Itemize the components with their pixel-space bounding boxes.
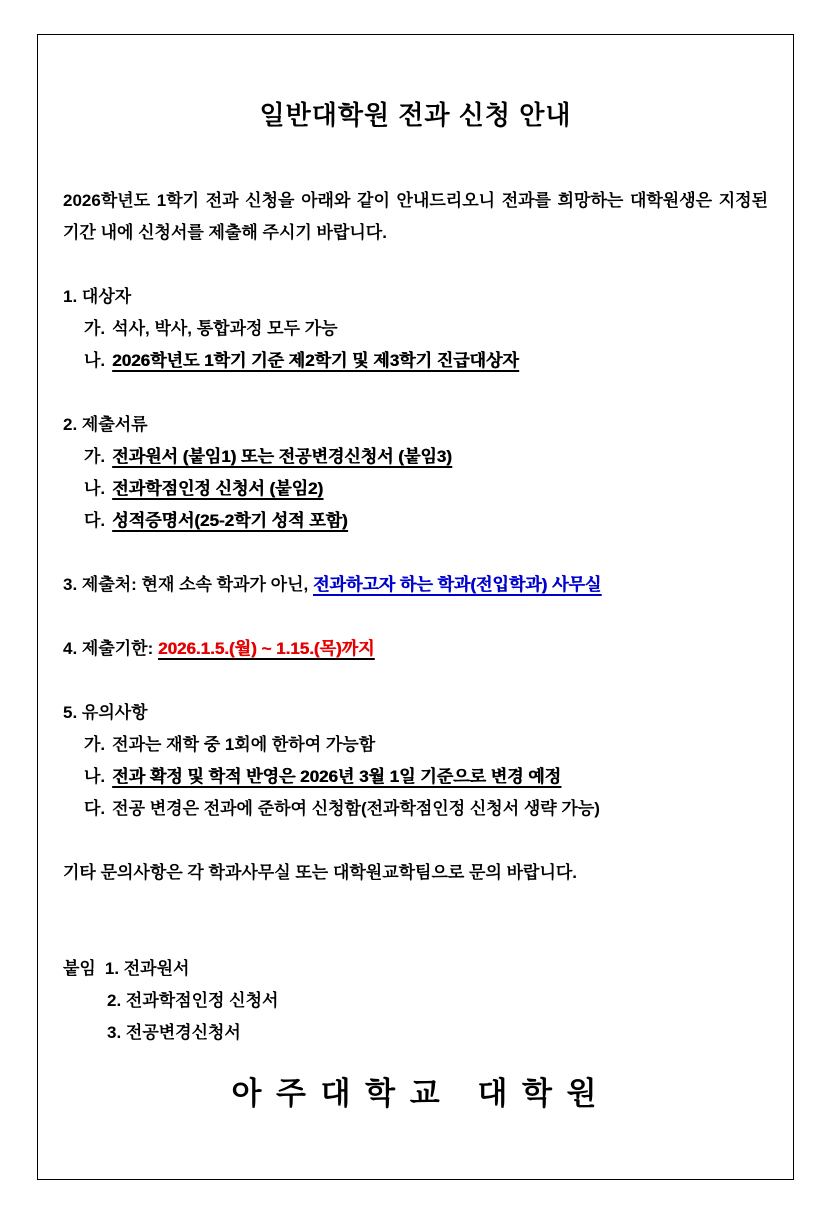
attachment-item: 3. 전공변경신청서 xyxy=(107,1023,241,1042)
item-number: 다. xyxy=(84,799,106,818)
item-number: 나. xyxy=(84,767,106,786)
item-number: 가. xyxy=(84,735,106,754)
section-submit-to xyxy=(63,569,768,601)
attachment-item: 1. 전과원서 xyxy=(104,959,190,978)
item-number: 가. xyxy=(84,319,106,338)
item-text-emphasized: 성적증명서(25-2학기 성적 포함) xyxy=(112,511,348,530)
item-text: 석사, 박사, 통합과정 모두 가능 xyxy=(112,319,338,338)
section-target-heading: 1. 대상자 xyxy=(63,287,132,306)
section-notes-item-na xyxy=(63,761,768,793)
item-number: 나. xyxy=(84,479,106,498)
page-title: 일반대학원 전과 신청 안내 xyxy=(259,100,572,130)
attachments-line-1 xyxy=(63,953,768,985)
section-notes-item-da xyxy=(63,793,768,825)
intro-paragraph: 2026학년도 1학기 전과 신청을 아래와 같이 안내드리오니 전과를 희망하는 대학원생은 지정된 기간 내에 신청서를 제출해 주시기 바랍니다. xyxy=(63,191,768,242)
item-text-emphasized: 전과학점인정 신청서 (붙임2) xyxy=(112,479,324,498)
section-notes-item-ga xyxy=(63,729,768,761)
section-documents xyxy=(63,409,768,537)
item-text-emphasized: 2026학년도 1학기 기준 제2학기 및 제3학기 진급대상자 xyxy=(112,351,519,370)
attachments-list xyxy=(63,953,768,1049)
section-notes-heading: 5. 유의사항 xyxy=(63,703,148,722)
submit-to-line xyxy=(63,569,768,601)
deadline-prefix: 4. 제출기한: xyxy=(63,639,158,658)
section-documents-item-da xyxy=(63,505,768,537)
attachments-label: 붙임 xyxy=(63,959,96,978)
item-text: 전공 변경은 전과에 준하여 신청함(전과학점인정 신청서 생략 가능) xyxy=(112,799,600,818)
submit-to-prefix: 3. 제출처: 현재 소속 학과가 아닌, xyxy=(63,575,313,594)
section-target-item-na xyxy=(63,345,768,377)
section-documents-heading: 2. 제출서류 xyxy=(63,415,148,434)
contact-note xyxy=(63,857,768,889)
section-target xyxy=(63,281,768,377)
section-documents-item-ga xyxy=(63,441,768,473)
deadline-date-emphasized: 2026.1.5.(월) ~ 1.15.(목)까지 xyxy=(157,639,375,658)
contact-note-text: 기타 문의사항은 각 학과사무실 또는 대학원교학팀으로 문의 바랍니다. xyxy=(63,863,578,882)
document-page xyxy=(37,34,794,1180)
item-text: 전과는 재학 중 1회에 한하여 가능함 xyxy=(112,735,376,754)
item-text-emphasized: 전과원서 (붙임1) 또는 전공변경신청서 (붙임3) xyxy=(112,447,452,466)
deadline-line xyxy=(63,633,768,665)
issuing-institution: 아 주 대 학 교 대 학 원 xyxy=(231,1076,600,1111)
section-notes xyxy=(63,697,768,825)
item-text-emphasized: 전과 확정 및 학적 반영은 2026년 3월 1일 기준으로 변경 예정 xyxy=(112,767,561,786)
item-number: 가. xyxy=(84,447,106,466)
attachment-item: 2. 전과학점인정 신청서 xyxy=(107,991,279,1010)
section-target-item-ga xyxy=(63,313,768,345)
section-documents-item-na xyxy=(63,473,768,505)
section-deadline xyxy=(63,633,768,665)
attachments-line-2 xyxy=(63,985,768,1017)
item-number: 나. xyxy=(84,351,106,370)
submit-to-office-emphasized: 전과하고자 하는 학과(전입학과) 사무실 xyxy=(312,575,602,594)
attachments-line-3 xyxy=(63,1017,768,1049)
item-number: 다. xyxy=(84,511,106,530)
